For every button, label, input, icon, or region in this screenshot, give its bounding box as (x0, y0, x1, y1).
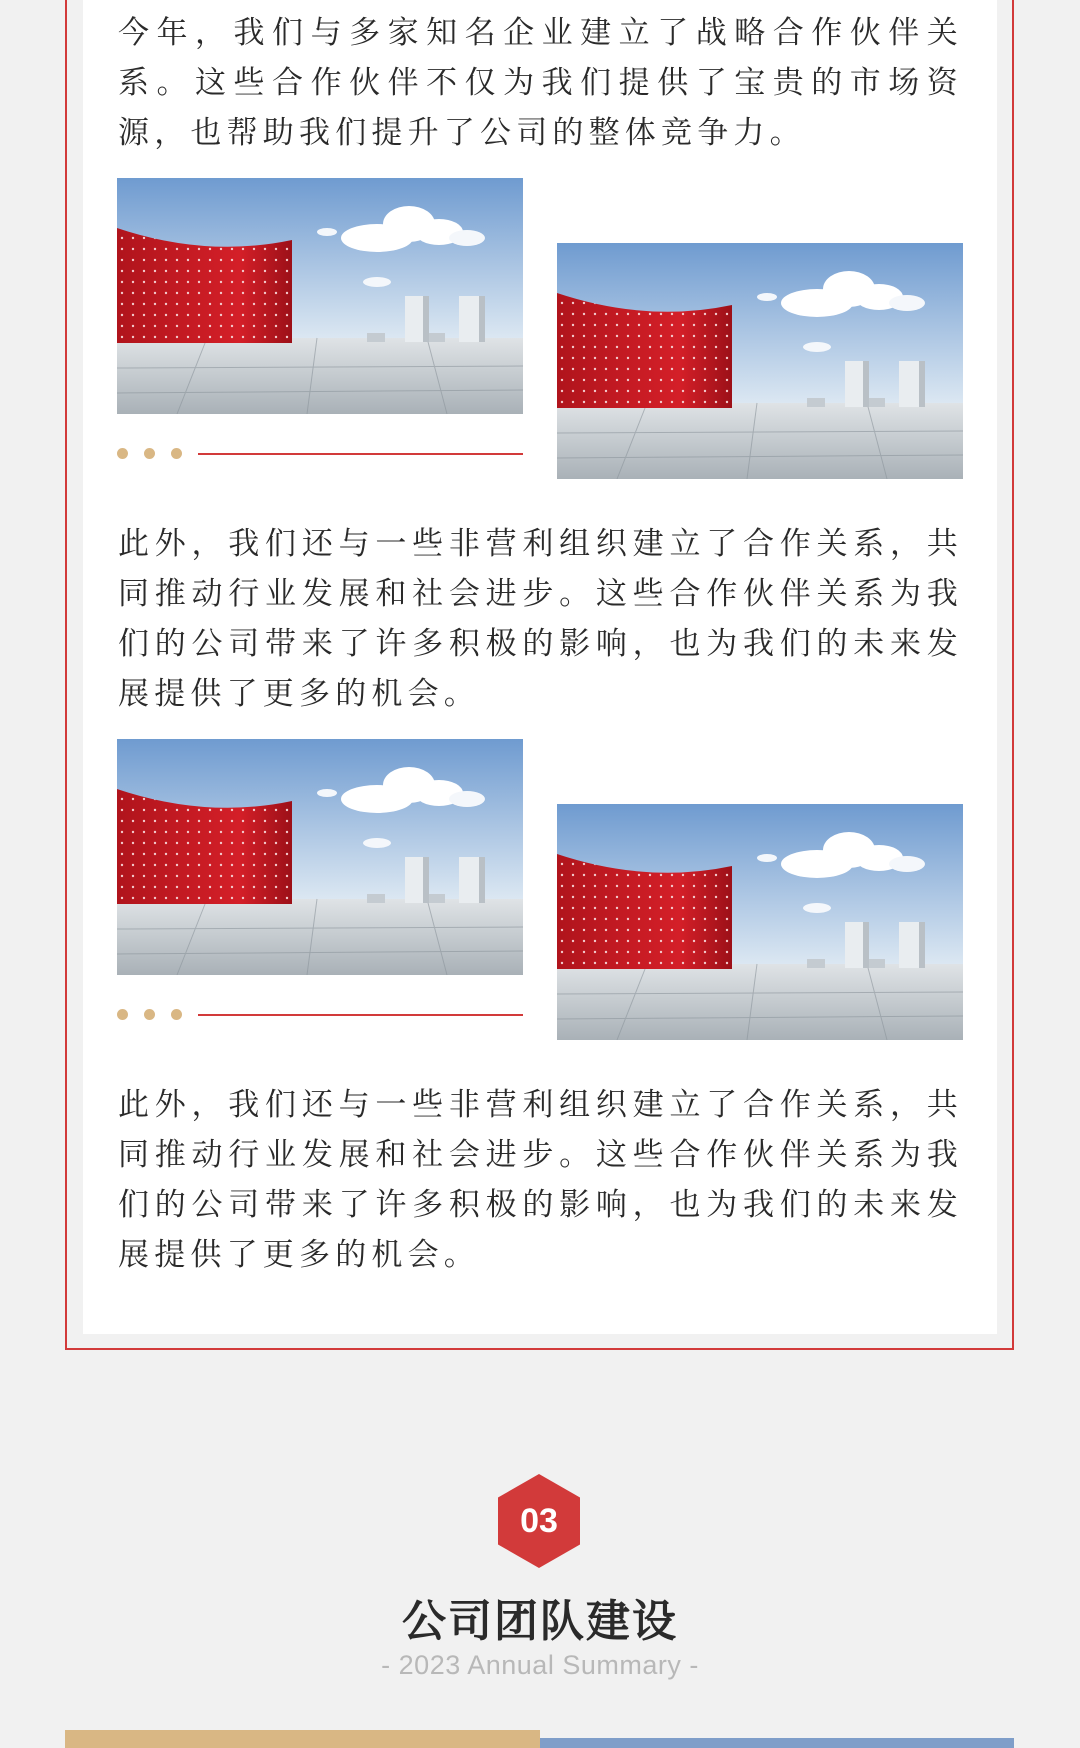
photo-red-wall (557, 804, 963, 1040)
paragraph-partners: 今年，我们与多家知名企业建立了战略合作伙伴关系。这些合作伙伴不仅为我们提供了宝贵的市场资源，也帮助我们提升了公司的整体竞争力。 (118, 15, 963, 151)
dot (144, 1009, 155, 1020)
bottom-band-gold (65, 1730, 540, 1748)
dot (144, 448, 155, 459)
dot-ornament (117, 1009, 187, 1021)
section-subtitle: - 2023 Annual Summary - (381, 1650, 699, 1680)
section-title: 公司团队建设 (402, 1596, 678, 1647)
dot-ornament (117, 448, 187, 460)
paragraph-nonprofit-repeat: 此外，我们还与一些非营利组织建立了合作关系，共同推动行业发展和社会进步。这些合作伙伴关系为我们的公司带来了许多积极的影响，也为我们的未来发展提供了更多的机会。 (118, 1087, 963, 1273)
photo-red-wall (117, 739, 523, 975)
dot (171, 448, 182, 459)
section-number-badge (498, 1474, 580, 1568)
paragraph-nonprofit: 此外，我们还与一些非营利组织建立了合作关系，共同推动行业发展和社会进步。这些合作伙伴关系为我们的公司带来了许多积极的影响，也为我们的未来发展提供了更多的机会。 (118, 526, 963, 712)
photo-red-wall (557, 243, 963, 479)
photo-red-wall (117, 178, 523, 414)
dot (171, 1009, 182, 1020)
dot (117, 1009, 128, 1020)
section-number: 03 (520, 1502, 558, 1540)
divider-line (198, 453, 523, 455)
dot (117, 448, 128, 459)
divider-line (198, 1014, 523, 1016)
bottom-band-blue (540, 1738, 1014, 1748)
